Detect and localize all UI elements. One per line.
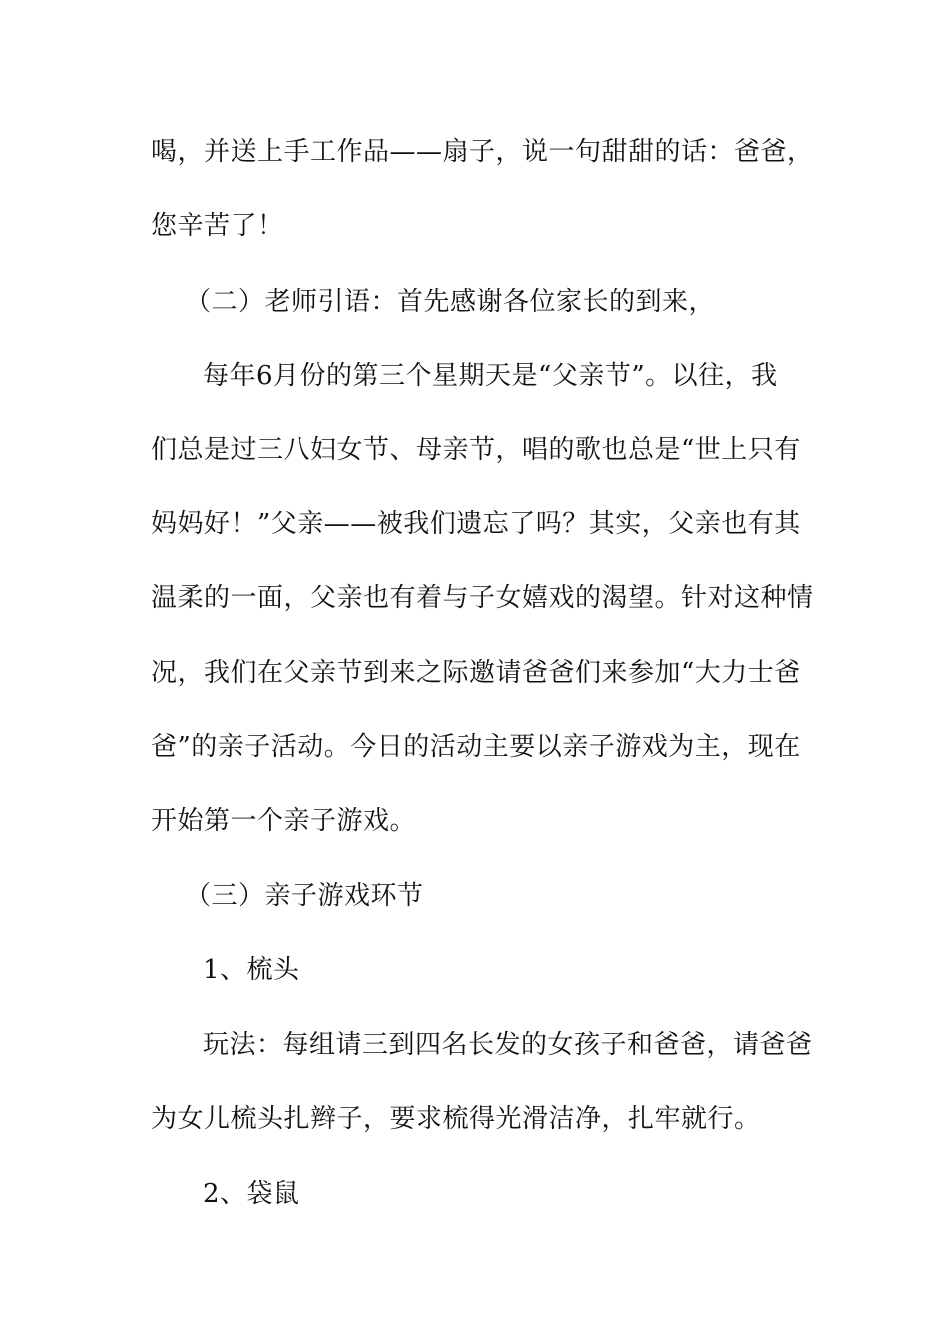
- game-heading-1: 1、梳头: [203, 955, 300, 985]
- paragraph-line: 每年6月份的第三个星期天是“父亲节”。以往，我: [203, 361, 778, 391]
- section-heading-2: （二）老师引语：首先感谢各位家长的到来，: [185, 287, 716, 317]
- paragraph-line: 爸”的亲子活动。今日的活动主要以亲子游戏为主，现在: [151, 732, 801, 762]
- paragraph-line: 况，我们在父亲节到来之际邀请爸爸们来参加“大力士爸: [151, 658, 801, 688]
- paragraph-line: 喝，并送上手工作品——扇子，说一句甜甜的话：爸爸，: [151, 137, 814, 167]
- game-heading-2: 2、袋鼠: [203, 1179, 300, 1209]
- paragraph-line: 妈妈好！”父亲——被我们遗忘了吗？其实，父亲也有其: [151, 509, 801, 539]
- section-heading-3: （三）亲子游戏环节: [185, 881, 424, 911]
- paragraph-line: 您辛苦了！: [151, 211, 284, 241]
- paragraph-line: 玩法：每组请三到四名长发的女孩子和爸爸，请爸爸: [203, 1030, 813, 1060]
- paragraph-line: 为女儿梳头扎辫子，要求梳得光滑洁净，扎牢就行。: [151, 1104, 761, 1134]
- paragraph-line: 开始第一个亲子游戏。: [151, 806, 417, 836]
- paragraph-line: 温柔的一面，父亲也有着与子女嬉戏的渴望。针对这种情: [151, 583, 814, 613]
- paragraph-line: 们总是过三八妇女节、母亲节，唱的歌也总是“世上只有: [151, 435, 801, 465]
